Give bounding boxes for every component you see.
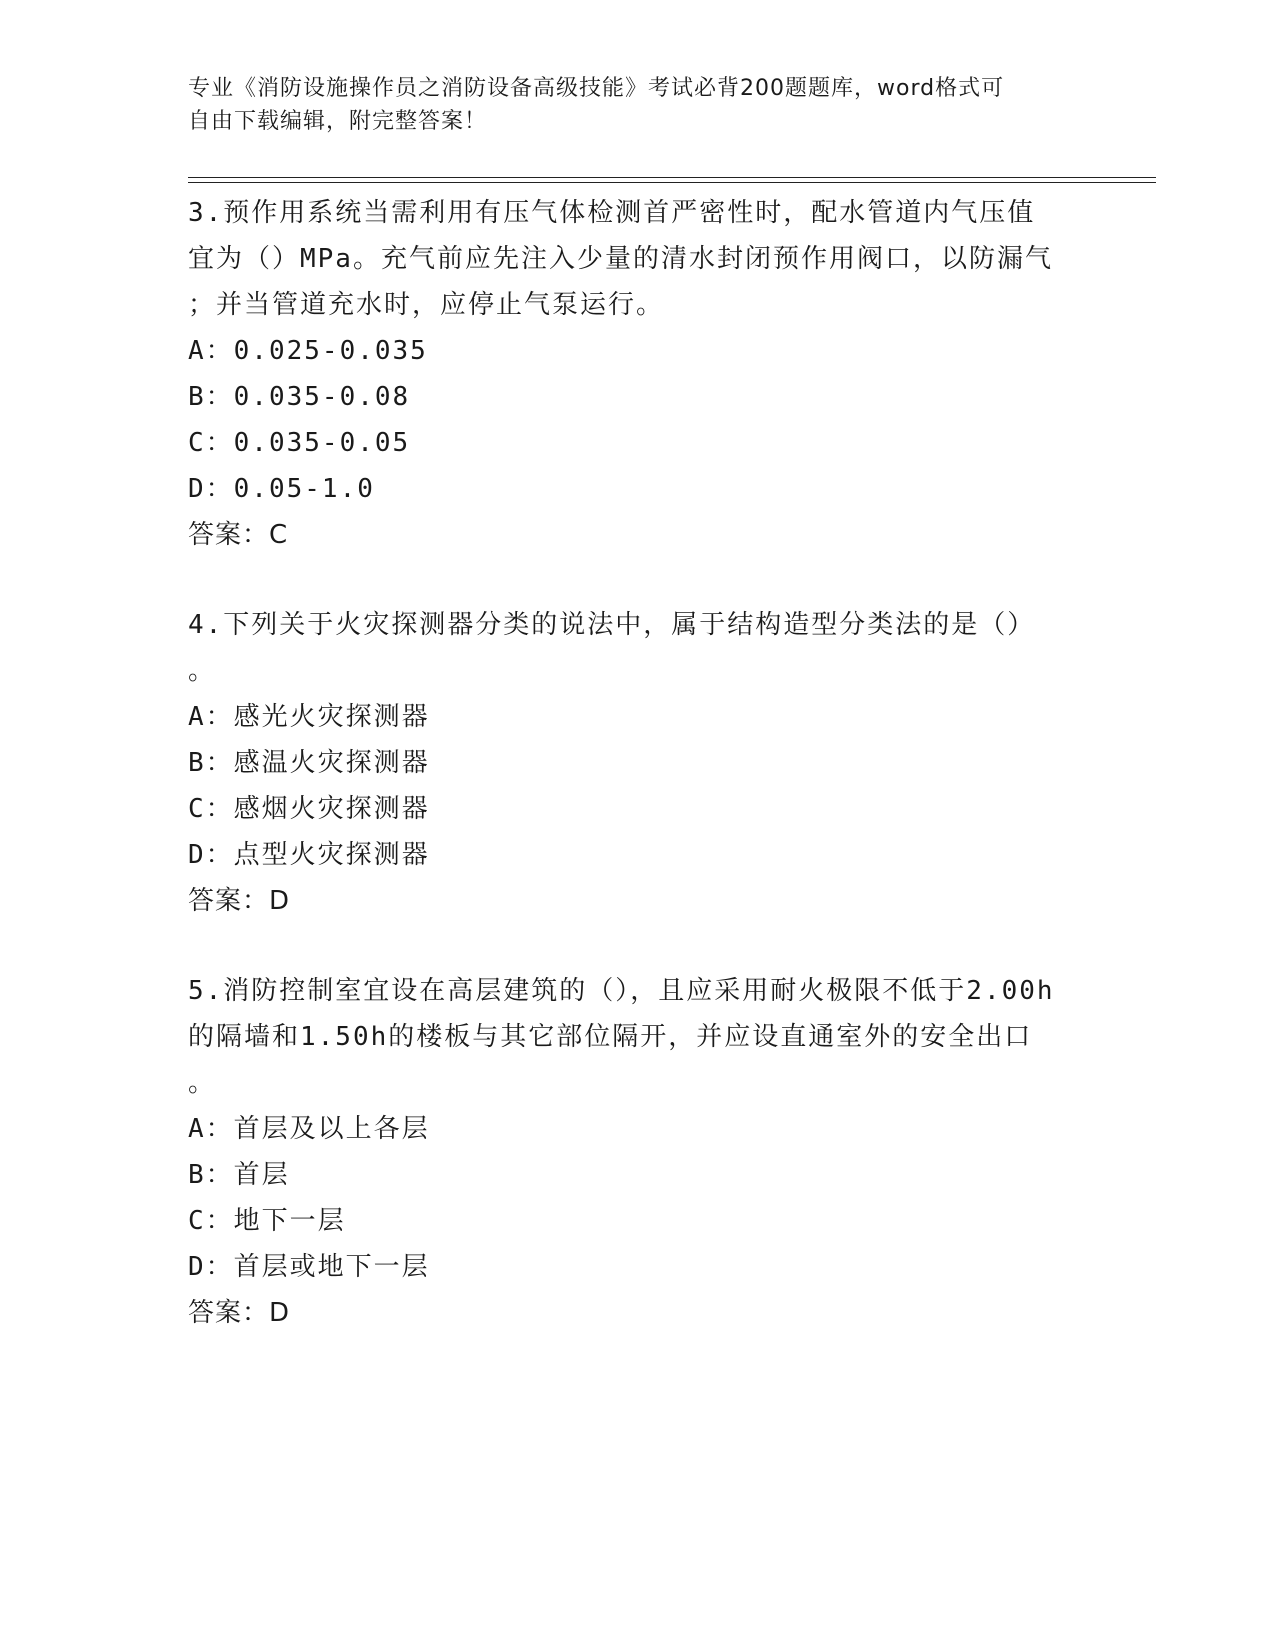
option-c: C：0.035-0.05 [188,428,411,458]
answer: 答案：D [188,886,291,916]
answer: 答案：D [188,1298,291,1328]
option-a: A：感光火灾探测器 [188,702,430,732]
question-stem-line: 的隔墙和1.50h的楼板与其它部位隔开，并应设直通室外的安全出口 [188,1022,1033,1052]
question-spacer [188,924,1088,968]
option-a: A：首层及以上各层 [188,1114,430,1144]
question-stem-line: 5.消防控制室宜设在高层建筑的（），且应采用耐火极限不低于2.00h [188,976,1055,1006]
header-line-1: 专业《消防设施操作员之消防设备高级技能》考试必背200题题库，word格式可 [188,76,1005,101]
header-divider-top [188,177,1156,178]
option-d: D：首层或地下一层 [188,1252,430,1282]
question-stem-line: 3.预作用系统当需利用有压气体检测首严密性时，配水管道内气压值 [188,198,1036,228]
option-c: C：感烟火灾探测器 [188,794,430,824]
question-5 [188,968,1088,1336]
question-spacer [188,558,1088,602]
question-stem-line: 宜为（）MPa。充气前应先注入少量的清水封闭预作用阀口，以防漏气 [188,244,1053,274]
header-line-2: 自由下载编辑，附完整答案！ [188,109,488,134]
question-3 [188,190,1088,558]
question-stem-line: ；并当管道充水时，应停止气泵运行。 [188,290,665,320]
option-a: A：0.025-0.035 [188,336,428,366]
answer: 答案：C [188,520,289,550]
option-b: B：感温火灾探测器 [188,748,430,778]
question-stem-line: 4.下列关于火灾探测器分类的说法中，属于结构造型分类法的是（） [188,610,1036,640]
header-divider-bottom [188,182,1156,183]
option-c: C：地下一层 [188,1206,346,1236]
option-b: B：0.035-0.08 [188,382,411,412]
question-stem-line: 。 [188,656,217,686]
question-4 [188,602,1088,924]
question-list [188,190,1088,1336]
question-stem-line: 。 [188,1068,217,1098]
option-d: D：点型火灾探测器 [188,840,430,870]
document-header [188,72,1088,138]
option-b: B：首层 [188,1160,290,1190]
option-d: D：0.05-1.0 [188,474,375,504]
